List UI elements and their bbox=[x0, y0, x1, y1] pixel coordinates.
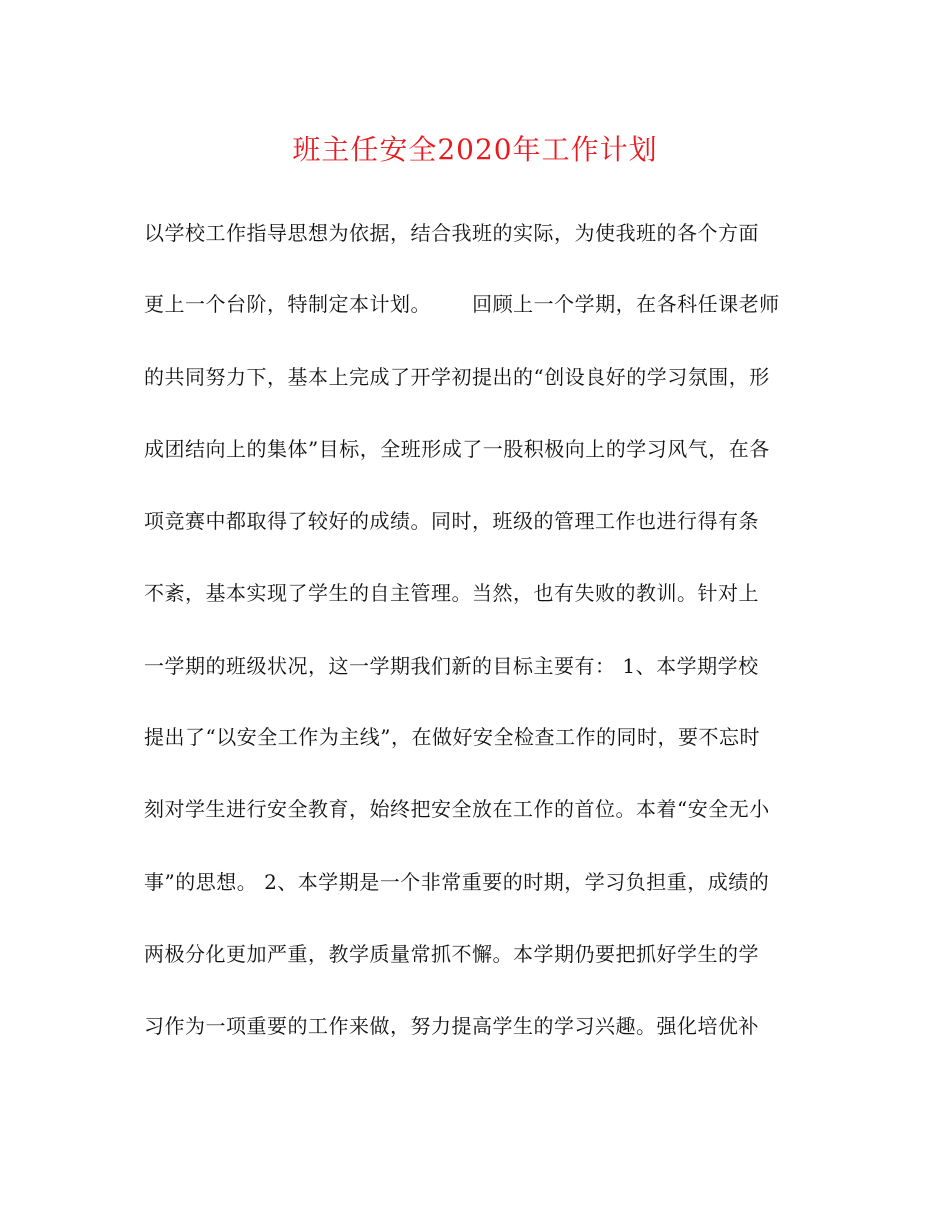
body-line: 不紊，基本实现了学生的自主管理。当然，也有失败的教训。针对上 bbox=[144, 581, 759, 605]
body-line: 的共同努力下，基本上完成了开学初提出的“创设良好的学习氛围，形 bbox=[144, 365, 770, 389]
body-line: 项竞赛中都取得了较好的成绩。同时，班级的管理工作也进行得有条 bbox=[144, 509, 759, 533]
body-line: 以学校工作指导思想为依据，结合我班的实际，为使我班的各个方面 bbox=[144, 221, 759, 245]
body-line: 事”的思想。 2、本学期是一个非常重要的时期，学习负担重，成绩的 bbox=[144, 870, 770, 894]
body-line: 成团结向上的集体”目标，全班形成了一股积极向上的学习风气，在各 bbox=[144, 437, 770, 461]
body-line: 刻对学生进行安全教育，始终把安全放在工作的首位。本着“安全无小 bbox=[144, 797, 770, 821]
body-line: 更上一个台阶，特制定本计划。 回顾上一个学期，在各科任课老师 bbox=[144, 292, 780, 316]
body-line: 提出了“以安全工作为主线”，在做好安全检查工作的同时，要不忘时 bbox=[144, 725, 760, 749]
body-line: 两极分化更加严重，教学质量常抓不懈。本学期仍要把抓好学生的学 bbox=[144, 942, 759, 966]
body-line: 一学期的班级状况，这一学期我们新的目标主要有： 1、本学期学校 bbox=[144, 654, 759, 678]
body-line: 习作为一项重要的工作来做，努力提高学生的学习兴趣。强化培优补 bbox=[144, 1014, 759, 1038]
document-title: 班主任安全2020年工作计划 bbox=[292, 133, 658, 166]
